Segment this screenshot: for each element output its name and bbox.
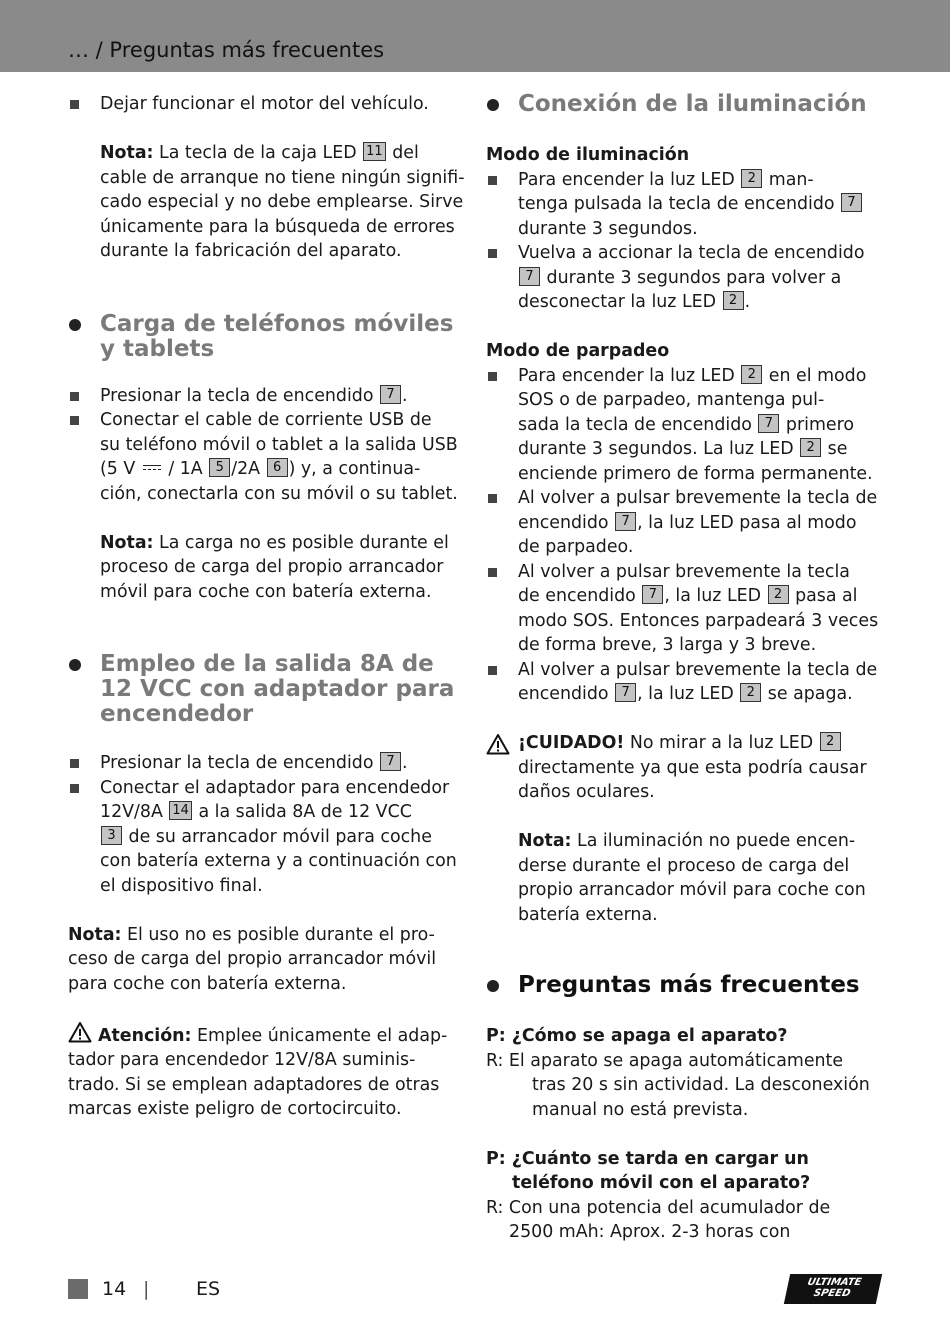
list-item: Conectar el adaptador para encendedor 12V/8A 14 a la salida 8A de 12 VCC 3 de su arrancador móvil para coche con batería externa y a continuación con el dispositivo final. <box>68 776 468 899</box>
section-heading-12v: Empleo de la salida 8A de 12 VCC con adaptador para encendedor <box>68 652 468 727</box>
ref-number: 7 <box>758 414 779 433</box>
ref-number: 7 <box>380 752 401 771</box>
warning-icon <box>68 1021 92 1043</box>
note-charge: Nota: La carga no es posible durante el proceso de carga del propio arrancador móvil para coche con batería externa. <box>100 532 449 602</box>
footer-separator: | <box>143 1278 150 1300</box>
warning-icon <box>486 733 510 755</box>
note-led-box: Nota: La tecla de la caja LED 11 del cable de arranque no tiene ningún signifi- cado especial y no debe emplearse. Sirve únicamente para la búsqueda de errores durante la fabricación del aparato. <box>100 143 465 261</box>
right-column <box>486 92 886 1245</box>
list-item: Vuelva a accionar la tecla de encendido 7 durante 3 segundos para volver a desconectar la luz LED 2 . <box>486 241 886 315</box>
header-title: … / Preguntas más frecuentes <box>68 38 385 62</box>
page-header <box>0 0 950 72</box>
list-item: Para encender la luz LED 2 man- tenga pulsada la tecla de encendido 7 durante 3 segundos. <box>486 168 886 242</box>
ref-number: 2 <box>820 732 841 751</box>
faq-answer: R: Con una potencia del acumulador de 2500 mAh: Aprox. 2-3 horas con <box>486 1197 831 1242</box>
list-item: Conectar el cable de corriente USB de su teléfono móvil o tablet a la salida USB (5 V / 1A 5 /2A 6 ) y, a continua- ción, conectarla con su móvil o su tablet. <box>68 408 468 506</box>
ref-number: 7 <box>380 385 401 404</box>
ref-number: 14 <box>169 801 192 820</box>
ref-number: 2 <box>741 365 762 384</box>
caution-label: ¡CUIDADO! <box>518 733 625 753</box>
note-usage: Nota: El uso no es posible durante el pro- ceso de carga del propio arrancador móvil para coche con batería externa. <box>68 924 437 994</box>
list-item: Al volver a pulsar brevemente la tecla de encendido 7 , la luz LED 2 se apaga. <box>486 658 886 707</box>
list-item: Presionar la tecla de encendido 7 . <box>68 751 468 776</box>
ref-number: 2 <box>723 291 744 310</box>
list-item: Dejar funcionar el motor del vehículo. <box>68 92 468 117</box>
faq-question: P: ¿Cuánto se tarda en cargar un teléfono móvil con el aparato? <box>486 1148 811 1193</box>
ref-number: 7 <box>615 512 636 531</box>
ref-number: 2 <box>800 438 821 457</box>
note-label: Nota: <box>100 532 154 553</box>
ref-number: 7 <box>615 683 636 702</box>
section-heading-light: Conexión de la iluminación <box>486 92 886 117</box>
ref-number: 11 <box>363 142 386 161</box>
list-item: Al volver a pulsar brevemente la tecla de encendido 7 , la luz LED 2 pasa al modo SOS. Entonces parpadeará 3 veces de forma breve, 3 larga y 3 breve. <box>486 560 886 658</box>
ref-number: 6 <box>267 458 288 477</box>
faq-question: P: ¿Cómo se apaga el aparato? <box>486 1026 788 1046</box>
faq-item <box>486 1024 886 1122</box>
list-item: Al volver a pulsar brevemente la tecla de encendido 7 , la luz LED pasa al modo de parpadeo. <box>486 486 886 560</box>
page-number: 14 <box>102 1278 127 1300</box>
list-item: Presionar la tecla de encendido 7 . <box>68 384 468 409</box>
faq-answer: R: El aparato se apaga automáticamente tras 20 s sin actividad. La desconexión manual no está prevista. <box>486 1050 870 1120</box>
faq-item <box>486 1147 886 1245</box>
note-label: Nota: <box>68 924 122 945</box>
section-heading-charge: Carga de teléfonos móviles y tablets <box>68 312 468 362</box>
ref-number: 2 <box>740 683 761 702</box>
left-column <box>68 92 468 1122</box>
footer-marker <box>68 1279 88 1299</box>
ref-number: 2 <box>741 169 762 188</box>
ref-number: 3 <box>101 826 122 845</box>
brand-logo: ULTIMATE SPEED <box>784 1274 882 1304</box>
attention-block: Atención: Emplee únicamente el adap- tador para encendedor 12V/8A suminis- trado. Si se emplean adaptadores de otras marcas existe peligro de cortocircuito. <box>68 1021 468 1122</box>
note-label: Nota: <box>518 831 572 851</box>
list-item: Para encender la luz LED 2 en el modo SOS o de parpadeo, mantenga pul- sada la tecla de encendido 7 primero durante 3 segundos. La luz LED 2 se enciende primero de forma permanente. <box>486 364 886 487</box>
subheading-light-mode: Modo de iluminación <box>486 145 690 165</box>
caution-block: ¡CUIDADO! No mirar a la luz LED 2 directamente ya que esta podría causar daños oculares. Nota: La iluminación no puede encen- derse durante el proceso de carga del propio arrancador móvil para coche con batería externa. <box>486 731 886 927</box>
dc-symbol-icon <box>143 464 161 472</box>
ref-number: 5 <box>209 458 230 477</box>
ref-number: 7 <box>519 267 540 286</box>
ref-number: 2 <box>768 585 789 604</box>
section-heading-faq: Preguntas más frecuentes <box>486 973 886 998</box>
note-label: Nota: <box>100 143 154 163</box>
language-code: ES <box>196 1278 221 1300</box>
ref-number: 7 <box>642 585 663 604</box>
subheading-blink-mode: Modo de parpadeo <box>486 341 670 361</box>
attention-label: Atención: <box>98 1025 192 1046</box>
ref-number: 7 <box>841 193 862 212</box>
